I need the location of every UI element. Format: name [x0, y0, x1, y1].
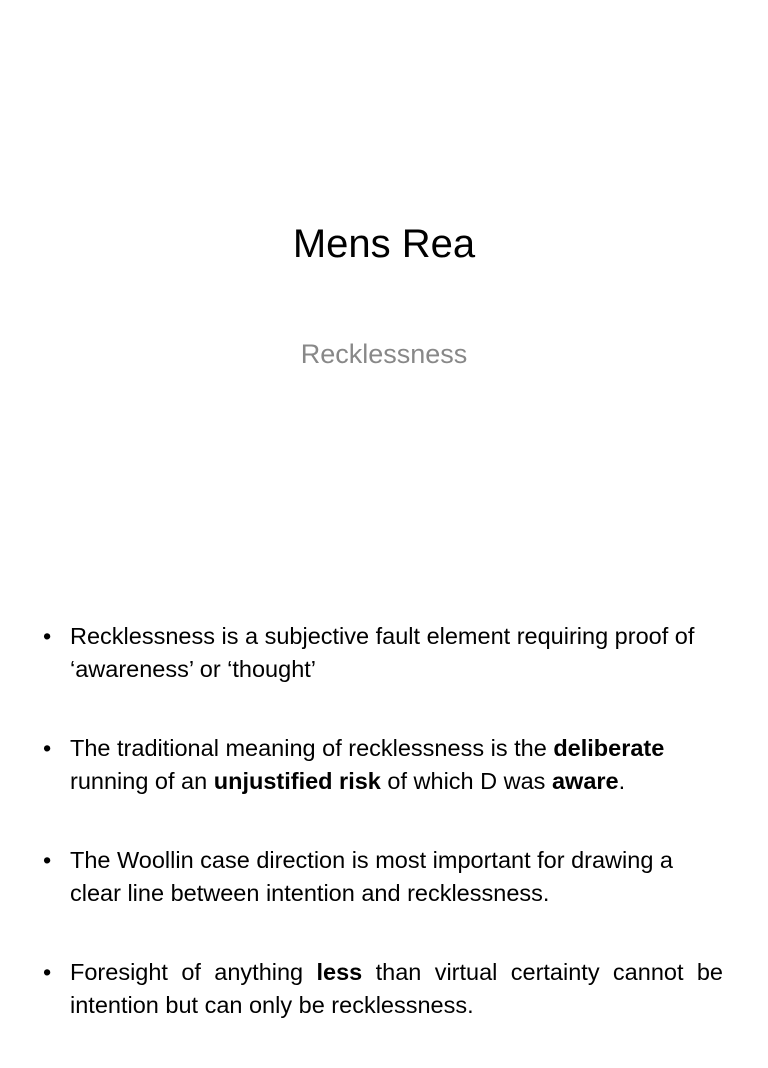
bullet-text: running of an [70, 768, 214, 794]
bold-term: unjustified risk [213, 768, 381, 794]
bullet-item [43, 732, 723, 798]
bullet-text: Recklessness is a subjective fault element requiring proof of ‘awareness’ or ‘thought’ [70, 623, 695, 682]
bullet-dot-icon: • [43, 623, 52, 649]
bullet-text: Foresight of anything [70, 959, 317, 985]
slide-subtitle: Recklessness [300, 339, 468, 369]
bullet-item [43, 844, 723, 910]
bullet-dot-icon: • [43, 847, 52, 873]
bold-term: aware [551, 768, 619, 794]
bold-term: less [316, 959, 363, 985]
bullet-item [43, 956, 723, 1022]
bullet-text: . [618, 768, 626, 794]
bullet-list [43, 620, 723, 1068]
bullet-text: The Woollin case direction is most important for drawing a clear line between intention and recklessness. [70, 847, 673, 906]
bullet-text: of which D was [380, 768, 552, 794]
bullet-text: than virtual certainty cannot be intention but can only be recklessness. [70, 959, 723, 1018]
bullet-dot-icon: • [43, 735, 52, 761]
bold-term: deliberate [553, 735, 665, 761]
bullet-text: The traditional meaning of recklessness is the [70, 735, 554, 761]
bullet-dot-icon: • [43, 959, 52, 985]
bullet-item [43, 620, 723, 686]
slide-title: Mens Rea [292, 222, 476, 266]
